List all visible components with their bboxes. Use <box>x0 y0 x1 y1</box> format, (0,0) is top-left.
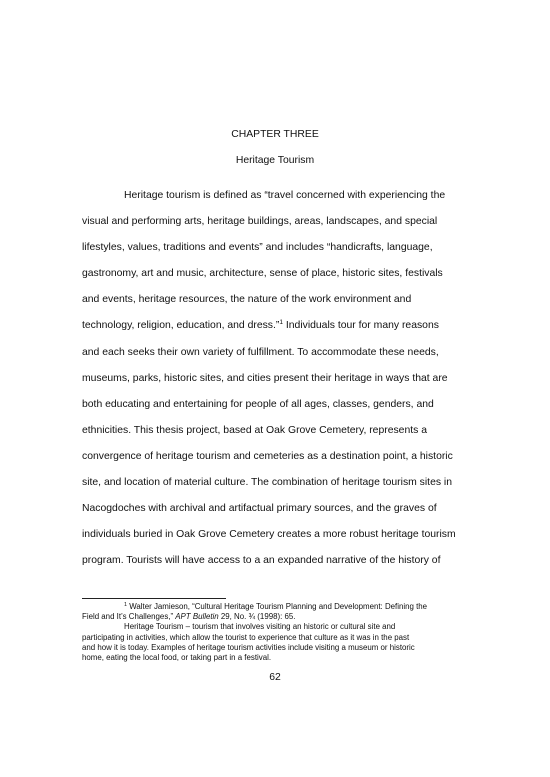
body-line <box>82 313 482 339</box>
body-line: Heritage tourism is defined as “travel concerned with experiencing the <box>124 190 446 201</box>
body-line: both educating and entertaining for people of all ages, classes, genders, and <box>82 398 434 410</box>
footnote-2-line: and how it is today. Examples of heritage tourism activities include visiting a museum or historic <box>82 642 415 652</box>
body-line: convergence of heritage tourism and cemeteries as a destination point, a historic <box>82 450 453 462</box>
footnote-journal-title: APT Bulletin <box>175 612 219 622</box>
footnote-2-line: participating in activities, which allow the tourist to experience that culture as it was in the past <box>82 632 410 642</box>
body-line: lifestyles, values, traditions and events” and includes “handicrafts, language, <box>82 242 433 254</box>
footnote-2-line: home, eating the local food, or taking part in a festival. <box>82 653 272 663</box>
body-line: program. Tourists will have access to a an expanded narrative of the history of <box>82 555 441 567</box>
chapter-title-heading: Heritage Tourism <box>235 155 315 166</box>
footnote-2-line: Heritage Tourism – tourism that involves visiting an historic or cultural site and <box>124 622 396 632</box>
page-number: 62 <box>269 672 281 683</box>
footnote-reference-1[interactable]: 1 <box>279 319 283 327</box>
footnote-text: 29, No. ¾ (1998): 65. <box>218 612 296 622</box>
chapter-number-heading: CHAPTER THREE <box>231 129 319 140</box>
footnote-text: Walter Jamieson, “Cultural Heritage Tourism Planning and Development: Defining the <box>127 602 428 611</box>
body-line: and each seeks their own variety of fulfillment. To accommodate these needs, <box>82 346 439 358</box>
footnote-1-line <box>82 612 482 622</box>
footnote-number: 1 <box>124 602 128 608</box>
footnote-text: Field and It’s Challenges,” <box>82 612 176 622</box>
body-line: gastronomy, art and music, architecture, sense of place, historic sites, festivals <box>82 268 443 280</box>
body-line: Nacogdoches with archival and artifactual primary sources, and the graves of <box>82 503 437 515</box>
body-paragraph <box>82 183 482 574</box>
body-line-text: Individuals tour for many reasons <box>282 320 439 332</box>
footnotes-section <box>82 602 482 663</box>
body-line: individuals buried in Oak Grove Cemetery creates a more robust heritage tourism <box>82 529 456 541</box>
body-line: visual and performing arts, heritage buildings, areas, landscapes, and special <box>82 216 438 228</box>
body-line: ethnicities. This thesis project, based at Oak Grove Cemetery, represents a <box>82 424 427 436</box>
body-line: site, and location of material culture. The combination of heritage tourism sites in <box>82 477 453 489</box>
footnote-1-line <box>82 602 482 612</box>
body-line-text: technology, religion, education, and dress.” <box>82 320 280 332</box>
footnote-separator <box>82 598 226 599</box>
body-line: and events, heritage resources, the nature of the work environment and <box>82 294 412 306</box>
body-line: museums, parks, historic sites, and cities present their heritage in ways that are <box>82 372 448 384</box>
